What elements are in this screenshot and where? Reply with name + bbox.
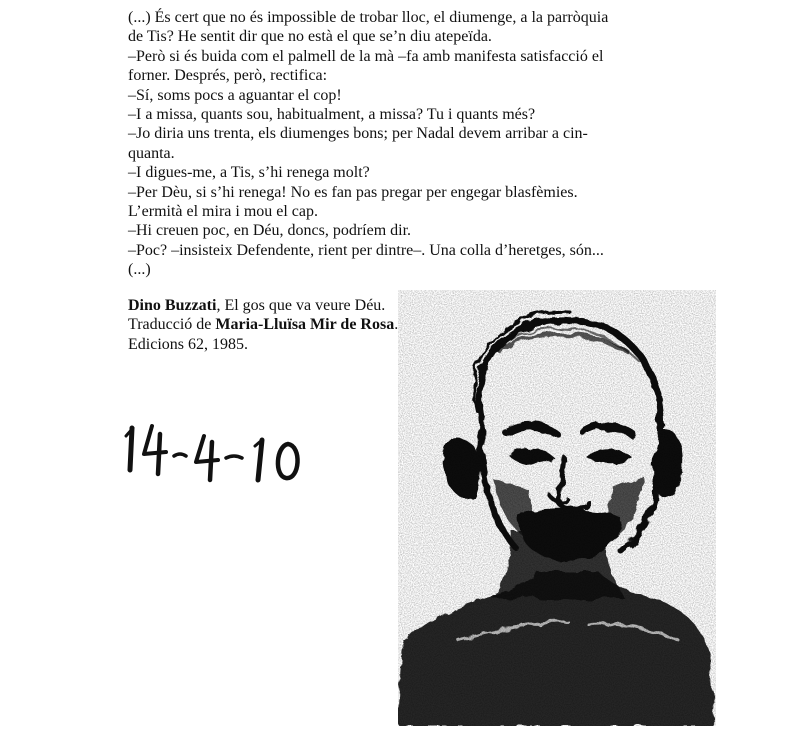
excerpt-line: (...) bbox=[128, 261, 151, 279]
excerpt-line: –Per Dèu, si s’hi renega! No es fan pas pregar per engegar blasfèmies. bbox=[128, 183, 578, 201]
excerpt-line: –Però si és buida com el palmell de la mà –fa amb manifesta satisfacció el bbox=[128, 47, 604, 65]
excerpt-line: de Tis? He sentit dir que no està el que se’n diu atepeïda. bbox=[128, 28, 492, 46]
work-title: , El gos que va veure Déu. bbox=[216, 297, 386, 314]
excerpt-line: L’ermità el mira i mou el cap. bbox=[128, 203, 319, 221]
handwritten-date bbox=[122, 414, 322, 494]
excerpt-line: –Hi creuen poc, en Déu, doncs, podríem dir. bbox=[128, 222, 412, 240]
excerpt-line: quanta. bbox=[128, 144, 175, 162]
excerpt-line: –Sí, soms pocs a aguantar el cop! bbox=[128, 86, 342, 104]
citation bbox=[128, 296, 398, 354]
translation-suffix: . bbox=[394, 316, 399, 334]
excerpt-line: forner. Després, però, rectifica: bbox=[128, 67, 328, 85]
translator-name: Maria-Lluïsa Mir de Rosa bbox=[215, 316, 395, 334]
excerpt-line: –I digues-me, a Tis, s’hi renega molt? bbox=[128, 164, 370, 182]
excerpt-line: (...) És cert que no és impossible de trobar lloc, el diumenge, a la parròquia bbox=[128, 9, 609, 26]
excerpt-line: –Poc? –insisteix Defendente, rient per dintre–. Una colla d’heretges, són... bbox=[128, 241, 604, 259]
publisher-line: Edicions 62, 1985. bbox=[128, 335, 248, 353]
citation-author-line bbox=[128, 296, 398, 315]
author-name: Dino Buzzati bbox=[128, 297, 217, 314]
excerpt-text bbox=[128, 8, 668, 280]
translation-prefix: Traducció de bbox=[128, 316, 216, 334]
excerpt-line: –I a missa, quants sou, habitualment, a missa? Tu i quants més? bbox=[128, 106, 536, 124]
ink-portrait-illustration bbox=[398, 290, 716, 726]
excerpt-line: –Jo diria uns trenta, els diumenges bons; per Nadal devem arribar a cin- bbox=[128, 125, 588, 143]
citation-translation-line bbox=[128, 315, 398, 334]
